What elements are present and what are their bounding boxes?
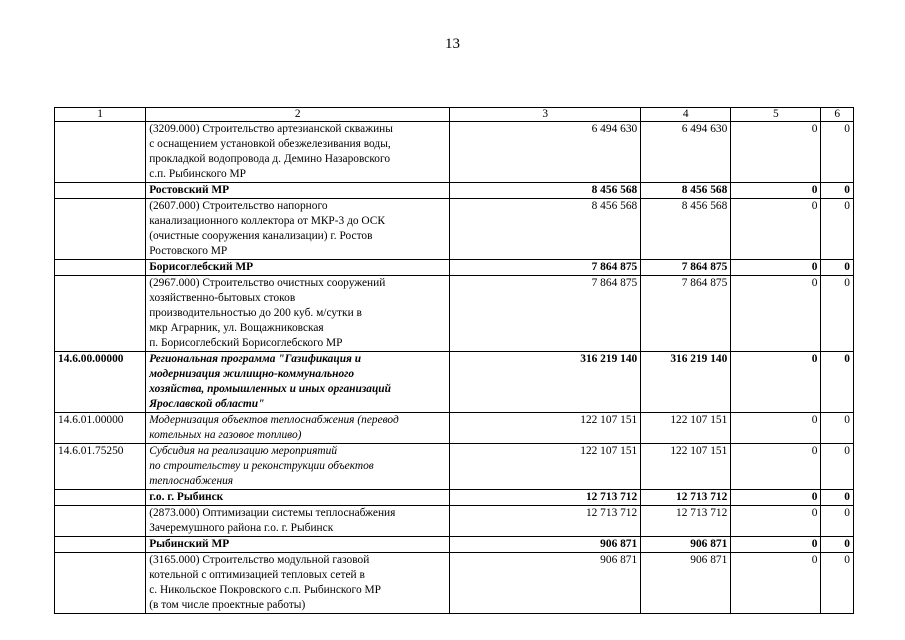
value-col6: 0 (821, 537, 854, 553)
value-col6: 0 (821, 260, 854, 276)
table-row (55, 506, 854, 537)
page-number: 13 (445, 36, 460, 52)
column-header: 3 (450, 108, 641, 122)
row-code: 14.6.01.75250 (55, 444, 146, 490)
table-row (55, 537, 854, 553)
value-col5: 0 (731, 553, 821, 614)
value-col3: 906 871 (450, 537, 641, 553)
value-col5: 0 (731, 506, 821, 537)
value-col5: 0 (731, 276, 821, 352)
row-name: (2607.000) Строительство напорного канализационного коллектора от МКР-3 до ОСК (очистные сооружения канализации) г. Ростов Ростовского МР (146, 199, 450, 260)
value-col3: 7 864 875 (450, 260, 641, 276)
value-col4: 906 871 (641, 537, 731, 553)
value-col6: 0 (821, 183, 854, 199)
value-col6: 0 (821, 199, 854, 260)
row-name: Региональная программа "Газификация и модернизация жилищно-коммунального хозяйства, промышленных и иных организаций Ярославской области" (146, 352, 450, 413)
table-row (55, 183, 854, 199)
row-name: Ростовский МР (146, 183, 450, 199)
value-col4: 7 864 875 (641, 276, 731, 352)
value-col4: 122 107 151 (641, 413, 731, 444)
value-col5: 0 (731, 537, 821, 553)
column-header: 4 (641, 108, 731, 122)
row-code (55, 553, 146, 614)
value-col5: 0 (731, 352, 821, 413)
value-col6: 0 (821, 490, 854, 506)
row-code (55, 122, 146, 183)
table-row (55, 444, 854, 490)
value-col3: 122 107 151 (450, 444, 641, 490)
value-col5: 0 (731, 490, 821, 506)
column-header: 5 (731, 108, 821, 122)
value-col4: 122 107 151 (641, 444, 731, 490)
row-name: (2873.000) Оптимизации системы теплоснабжения Зачеремушного района г.о. г. Рыбинск (146, 506, 450, 537)
column-header: 2 (146, 108, 450, 122)
value-col5: 0 (731, 122, 821, 183)
row-name: Рыбинский МР (146, 537, 450, 553)
value-col3: 122 107 151 (450, 413, 641, 444)
table-row (55, 352, 854, 413)
value-col5: 0 (731, 413, 821, 444)
row-code (55, 260, 146, 276)
row-code: 14.6.00.00000 (55, 352, 146, 413)
row-code (55, 276, 146, 352)
value-col6: 0 (821, 506, 854, 537)
table-row (55, 413, 854, 444)
row-code (55, 537, 146, 553)
value-col3: 906 871 (450, 553, 641, 614)
row-code (55, 183, 146, 199)
column-header: 1 (55, 108, 146, 122)
value-col3: 8 456 568 (450, 183, 641, 199)
value-col6: 0 (821, 444, 854, 490)
value-col3: 6 494 630 (450, 122, 641, 183)
value-col3: 316 219 140 (450, 352, 641, 413)
value-col4: 12 713 712 (641, 490, 731, 506)
value-col3: 12 713 712 (450, 506, 641, 537)
column-header: 6 (821, 108, 854, 122)
value-col4: 316 219 140 (641, 352, 731, 413)
value-col4: 12 713 712 (641, 506, 731, 537)
value-col3: 7 864 875 (450, 276, 641, 352)
value-col3: 12 713 712 (450, 490, 641, 506)
value-col4: 906 871 (641, 553, 731, 614)
budget-table (54, 107, 854, 614)
value-col4: 8 456 568 (641, 183, 731, 199)
table-row (55, 122, 854, 183)
value-col4: 7 864 875 (641, 260, 731, 276)
value-col6: 0 (821, 352, 854, 413)
row-code: 14.6.01.00000 (55, 413, 146, 444)
value-col5: 0 (731, 199, 821, 260)
value-col4: 6 494 630 (641, 122, 731, 183)
table-header-row (55, 108, 854, 122)
table-row (55, 553, 854, 614)
table-row (55, 260, 854, 276)
row-name: Борисоглебский МР (146, 260, 450, 276)
value-col6: 0 (821, 413, 854, 444)
value-col3: 8 456 568 (450, 199, 641, 260)
value-col5: 0 (731, 183, 821, 199)
row-name: (2967.000) Строительство очистных сооружений хозяйственно-бытовых стоков производительностью до 200 куб. м/сутки в мкр Аграрник, ул. Вощажниковская п. Борисоглебский Борисоглебского МР (146, 276, 450, 352)
value-col5: 0 (731, 260, 821, 276)
value-col5: 0 (731, 444, 821, 490)
value-col4: 8 456 568 (641, 199, 731, 260)
row-code (55, 490, 146, 506)
value-col6: 0 (821, 276, 854, 352)
row-code (55, 506, 146, 537)
table-row (55, 276, 854, 352)
row-code (55, 199, 146, 260)
row-name: (3165.000) Строительство модульной газовой котельной с оптимизацией тепловых сетей в с. Никольское Покровского с.п. Рыбинского МР (в том числе проектные работы) (146, 553, 450, 614)
row-name: Модернизация объектов теплоснабжения (перевод котельных на газовое топливо) (146, 413, 450, 444)
table-row (55, 199, 854, 260)
value-col6: 0 (821, 553, 854, 614)
row-name: (3209.000) Строительство артезианской скважины с оснащением установкой обезжелезивания воды, прокладкой водопровода д. Демино Назаровского с.п. Рыбинского МР (146, 122, 450, 183)
row-name: Субсидия на реализацию мероприятий по строительству и реконструкции объектов теплоснабжения (146, 444, 450, 490)
value-col6: 0 (821, 122, 854, 183)
table-row (55, 490, 854, 506)
row-name: г.о. г. Рыбинск (146, 490, 450, 506)
